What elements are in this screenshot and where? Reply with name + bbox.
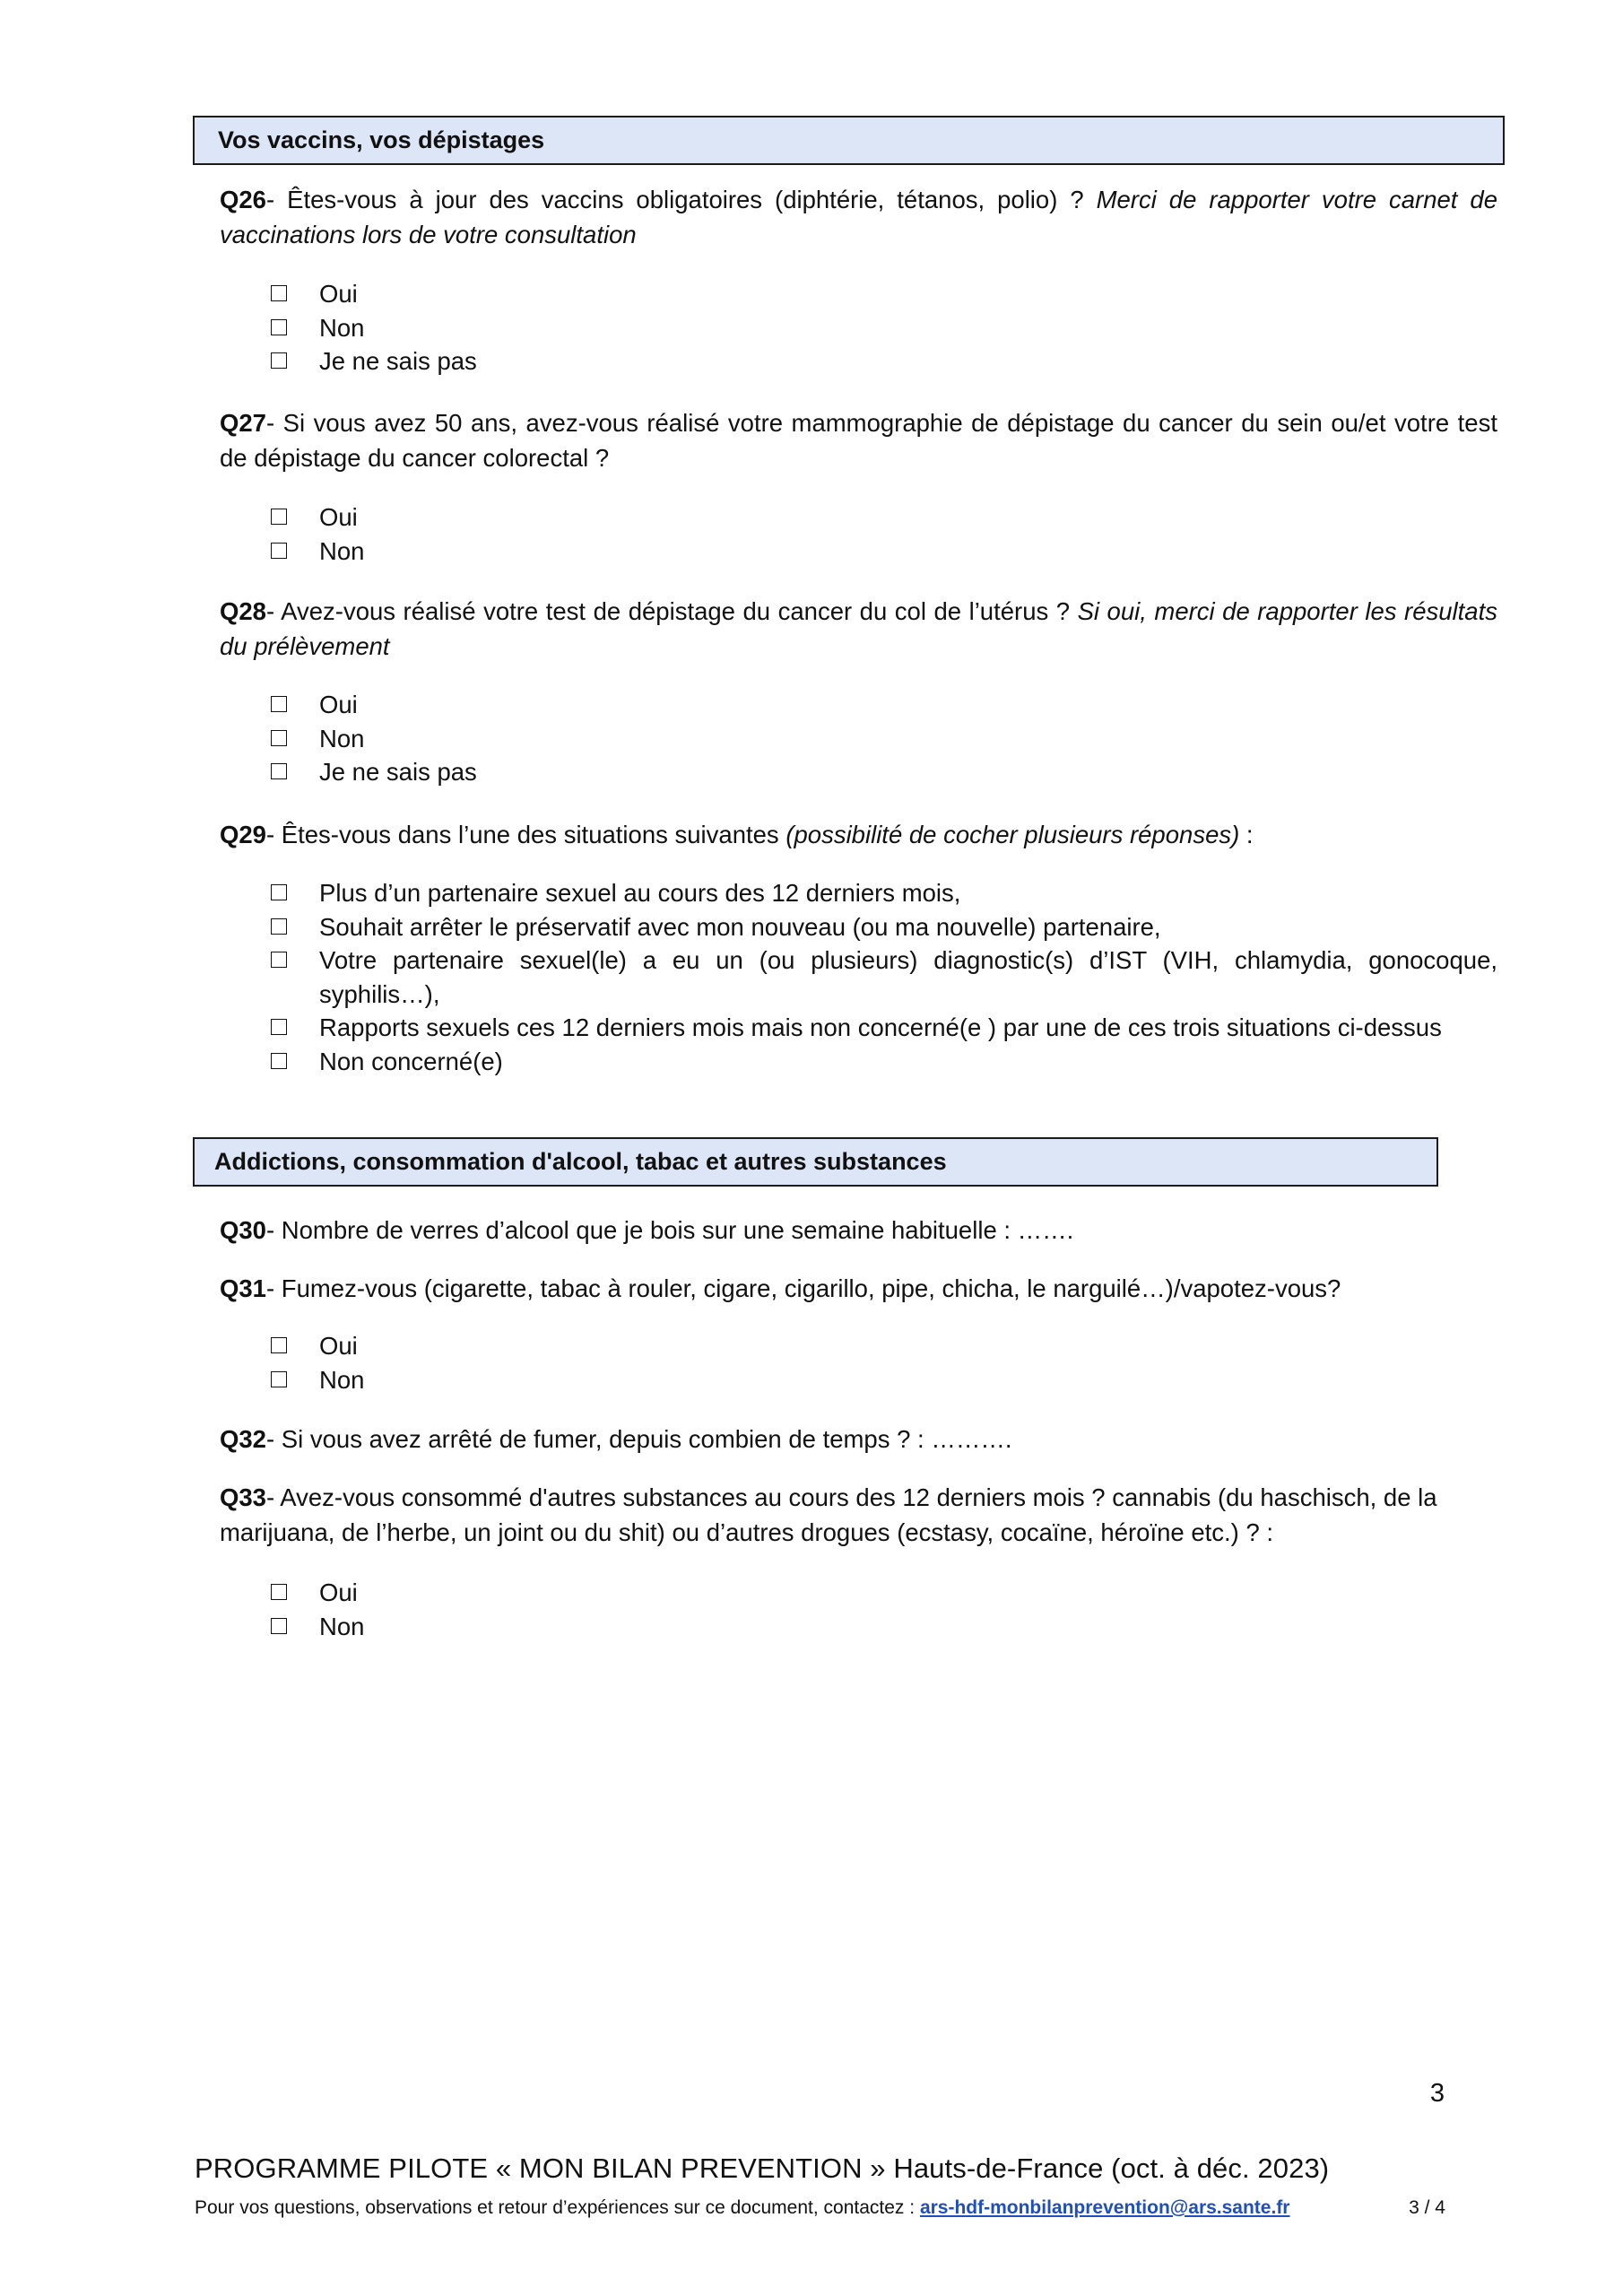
footer-contact-text: Pour vos questions, observations et retour d’expériences sur ce document, contactez : — [195, 2197, 920, 2218]
options-q26 — [271, 277, 1497, 378]
checkbox-icon[interactable] — [271, 918, 287, 935]
question-number: Q28 — [220, 597, 266, 625]
option-label: Oui — [319, 1332, 358, 1360]
option-label: Non — [319, 536, 365, 565]
option-label: Oui — [319, 1578, 358, 1606]
option-q31-non[interactable] — [271, 1363, 1497, 1397]
options-q27 — [271, 500, 1497, 568]
options-q31 — [271, 1329, 1497, 1396]
checkbox-icon[interactable] — [271, 763, 287, 779]
option-label: Je ne sais pas — [319, 758, 477, 786]
section-header-vaccins: Vos vaccins, vos dépistages — [193, 116, 1505, 165]
email-link[interactable]: ars-hdf-monbilanprevention@ars.sante.fr — [919, 2197, 1290, 2218]
question-q30 — [220, 1213, 1497, 1248]
question-note: (possibilité de cocher plusieurs réponses) — [785, 821, 1240, 848]
checkbox-icon[interactable] — [271, 1019, 287, 1035]
question-text: - Êtes-vous à jour des vaccins obligatoires (diphtérie, tétanos, polio) ? — [265, 186, 1097, 213]
option-q28-oui[interactable] — [271, 688, 1497, 722]
option-q29-preservatif[interactable] — [271, 910, 1497, 944]
option-q26-non[interactable] — [271, 311, 1497, 345]
question-text: - Avez-vous consommé d'autres substances au cours des 12 derniers mois ? cannabis (du haschisch, de la marijuana, de l’herbe, un joint ou du shit) ou d’autres drogues (ecstasy, cocaïne, héroïne etc.) ? : — [220, 1483, 1437, 1546]
checkbox-icon[interactable] — [271, 952, 287, 968]
option-q33-non[interactable] — [271, 1610, 1497, 1644]
checkbox-icon[interactable] — [271, 1371, 287, 1387]
option-label: Plus d’un partenaire sexuel au cours des 12 derniers mois, — [319, 879, 961, 907]
option-label: Non — [319, 724, 365, 752]
checkbox-icon[interactable] — [271, 730, 287, 746]
question-q27 — [220, 405, 1497, 475]
option-label: Votre partenaire sexuel(le) a eu un (ou plusieurs) diagnostic(s) d’IST (VIH, chlamydia, gonocoque, syphilis…), — [319, 946, 1497, 1008]
option-label: Je ne sais pas — [319, 347, 477, 375]
question-q28 — [220, 594, 1497, 664]
option-label: Oui — [319, 503, 358, 531]
options-q29 — [271, 876, 1497, 1078]
question-text: - Si vous avez 50 ans, avez-vous réalisé votre mammographie de dépistage du cancer du sein ou/et votre test de dépistage du cancer colorectal ? — [220, 409, 1497, 472]
question-note: Si oui, merci de rapporter les résultats du prélèvement — [220, 597, 1497, 660]
option-q26-ne-sais-pas[interactable] — [271, 344, 1497, 378]
option-q27-oui[interactable] — [271, 500, 1497, 535]
option-q29-rapports[interactable] — [271, 1011, 1497, 1045]
section-header-addictions: Addictions, consommation d'alcool, tabac et autres substances — [193, 1137, 1438, 1187]
checkbox-icon[interactable] — [271, 509, 287, 525]
option-label: Non — [319, 1612, 365, 1640]
question-text: - Fumez-vous (cigarette, tabac à rouler, cigare, cigarillo, pipe, chicha, le narguilé…)/vapotez-vous? — [265, 1274, 1341, 1302]
checkbox-icon[interactable] — [271, 543, 287, 559]
option-label: Non — [319, 313, 365, 342]
question-q31 — [220, 1271, 1497, 1306]
option-q26-oui[interactable] — [271, 277, 1497, 311]
page-number: 3 — [1429, 2079, 1445, 2108]
checkbox-icon[interactable] — [271, 285, 287, 301]
question-text: - Nombre de verres d’alcool que je bois sur une semaine habituelle : ……. — [265, 1216, 1074, 1244]
checkbox-icon[interactable] — [271, 1053, 287, 1069]
question-q29 — [220, 817, 1497, 852]
option-label: Non — [319, 1365, 365, 1394]
question-number: Q29 — [220, 821, 266, 848]
question-q32 — [220, 1422, 1497, 1457]
option-q31-oui[interactable] — [271, 1329, 1497, 1363]
question-number: Q27 — [220, 409, 266, 437]
checkbox-icon[interactable] — [271, 696, 287, 712]
option-q27-non[interactable] — [271, 535, 1497, 569]
checkbox-icon[interactable] — [271, 884, 287, 900]
checkbox-icon[interactable] — [271, 352, 287, 369]
question-number: Q30 — [220, 1216, 266, 1244]
option-q29-ist[interactable] — [271, 944, 1497, 1011]
option-q29-non-concerne[interactable] — [271, 1045, 1497, 1079]
option-q33-oui[interactable] — [271, 1576, 1497, 1610]
option-label: Oui — [319, 691, 358, 718]
footer-contact — [195, 2197, 1445, 2219]
question-text: - Êtes-vous dans l’une des situations suivantes — [265, 821, 786, 848]
question-number: Q33 — [220, 1483, 266, 1511]
footer-title: PROGRAMME PILOTE « MON BILAN PREVENTION » Hauts-de-France (oct. à déc. 2023) — [195, 2152, 1330, 2184]
question-q33 — [220, 1480, 1439, 1550]
question-suffix: : — [1239, 821, 1254, 848]
question-number: Q26 — [220, 186, 266, 213]
checkbox-icon[interactable] — [271, 1337, 287, 1353]
question-text: - Si vous avez arrêté de fumer, depuis combien de temps ? : ………. — [265, 1425, 1012, 1453]
question-text: - Avez-vous réalisé votre test de dépistage du cancer du col de l’utérus ? — [265, 597, 1078, 625]
option-q28-non[interactable] — [271, 722, 1497, 756]
question-number: Q32 — [220, 1425, 266, 1453]
option-q29-partenaires[interactable] — [271, 876, 1497, 910]
option-label: Oui — [319, 280, 358, 308]
question-note: Merci de rapporter votre carnet de vaccinations lors de votre consultation — [220, 186, 1498, 248]
page-count: 3 / 4 — [1409, 2197, 1445, 2218]
question-q26 — [220, 182, 1497, 252]
option-label: Non concerné(e) — [319, 1047, 503, 1075]
options-q28 — [271, 688, 1497, 789]
question-number: Q31 — [220, 1274, 266, 1302]
checkbox-icon[interactable] — [271, 1584, 287, 1600]
checkbox-icon[interactable] — [271, 319, 287, 335]
option-label: Rapports sexuels ces 12 derniers mois mais non concerné(e ) par une de ces trois situations ci-dessus — [319, 1013, 1442, 1041]
options-q33 — [271, 1576, 1497, 1643]
checkbox-icon[interactable] — [271, 1618, 287, 1634]
option-q28-ne-sais-pas[interactable] — [271, 755, 1497, 789]
option-label: Souhait arrêter le préservatif avec mon nouveau (ou ma nouvelle) partenaire, — [319, 912, 1161, 941]
